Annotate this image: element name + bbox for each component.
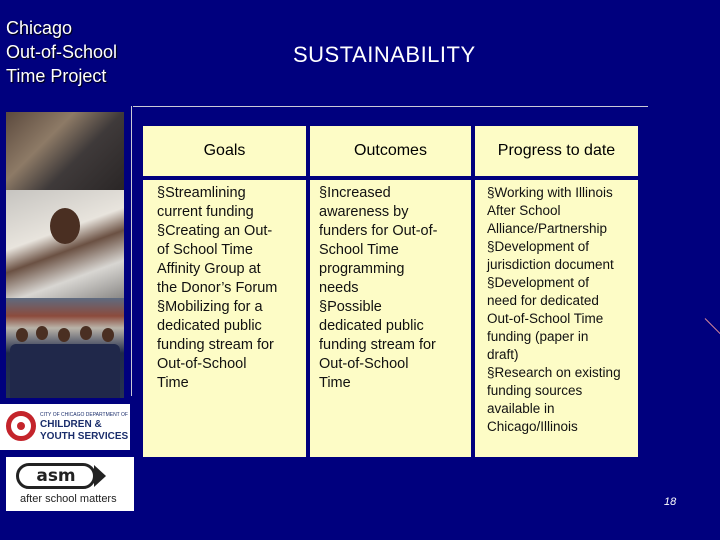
dcys-logo: [0, 404, 130, 450]
progress-line: funding (paper in: [487, 329, 589, 344]
progress-line: available in: [487, 401, 555, 416]
outcomes-line: School Time: [319, 242, 399, 258]
progress-line: funding sources: [487, 383, 583, 398]
goals-line: §Streamlining: [157, 185, 246, 201]
progress-line: §Working with Illinois: [487, 185, 613, 200]
goals-list: [157, 184, 277, 393]
decorative-line: [705, 318, 720, 334]
progress-line: Out-of-School Time: [487, 311, 604, 326]
outcomes-line: §Increased: [319, 185, 391, 201]
outcomes-line: dedicated public: [319, 318, 424, 334]
dcys-wheel-icon: [6, 411, 36, 441]
goals-line: Time: [157, 375, 189, 391]
outcomes-line: needs: [319, 280, 359, 296]
column-header-outcomes: Outcomes: [354, 142, 427, 159]
photo-students-table: [6, 112, 124, 190]
outcomes-line: funders for Out-of-: [319, 223, 438, 239]
page-number: 18: [664, 496, 677, 508]
goals-line: the Donor’s Forum: [157, 280, 278, 296]
goals-line: dedicated public: [157, 318, 262, 334]
goals-line: Affinity Group at: [157, 261, 261, 277]
asm-logo: [6, 457, 134, 511]
progress-line: §Development of: [487, 239, 590, 254]
asm-logo-tagline: after school matters: [20, 493, 117, 505]
progress-line: need for dedicated: [487, 293, 599, 308]
progress-line: After School: [487, 203, 561, 218]
progress-line: §Development of: [487, 275, 590, 290]
goals-line: funding stream for: [157, 337, 274, 353]
org-title-line-1: Chicago: [6, 18, 73, 38]
slide-title: SUSTAINABILITY: [293, 42, 476, 67]
outcomes-line: awareness by: [319, 204, 409, 220]
goals-line: Out-of-School: [157, 356, 247, 372]
progress-line: jurisdiction document: [487, 257, 614, 272]
column-header-goals: Goals: [203, 142, 246, 159]
goals-line: §Mobilizing for a: [157, 299, 263, 315]
outcomes-line: Out-of-School: [319, 356, 409, 372]
org-title-line-2: Out-of-School: [6, 42, 118, 62]
org-title: [6, 16, 117, 88]
dcys-logo-line-2: YOUTH SERVICES: [40, 431, 129, 442]
outcomes-list: [319, 184, 437, 393]
dcys-logo-line-1: CHILDREN &: [40, 419, 102, 430]
asm-logo-mark: asm: [16, 463, 96, 489]
progress-line: §Research on existing: [487, 365, 621, 380]
progress-list: [487, 184, 621, 436]
goals-line: current funding: [157, 204, 254, 220]
outcomes-line: Time: [319, 375, 351, 391]
outcomes-line: programming: [319, 261, 405, 277]
progress-line: draft): [487, 347, 519, 362]
org-title-line-3: Time Project: [6, 66, 107, 86]
divider-vertical: [131, 106, 132, 396]
goals-line: §Creating an Out-: [157, 223, 273, 239]
outcomes-line: funding stream for: [319, 337, 436, 353]
photo-collage: [6, 112, 124, 398]
photo-group-uniforms: [6, 298, 124, 398]
asm-arrow-icon: [94, 465, 106, 487]
divider-horizontal: [133, 106, 648, 107]
dcys-logo-small-text: CITY OF CHICAGO DEPARTMENT OF: [40, 412, 128, 418]
outcomes-line: §Possible: [319, 299, 382, 315]
goals-line: of School Time: [157, 242, 253, 258]
progress-line: Chicago/Illinois: [487, 419, 578, 434]
progress-line: Alliance/Partnership: [487, 221, 608, 236]
column-header-progress: Progress to date: [497, 142, 616, 159]
photo-student-portrait: [6, 190, 124, 298]
